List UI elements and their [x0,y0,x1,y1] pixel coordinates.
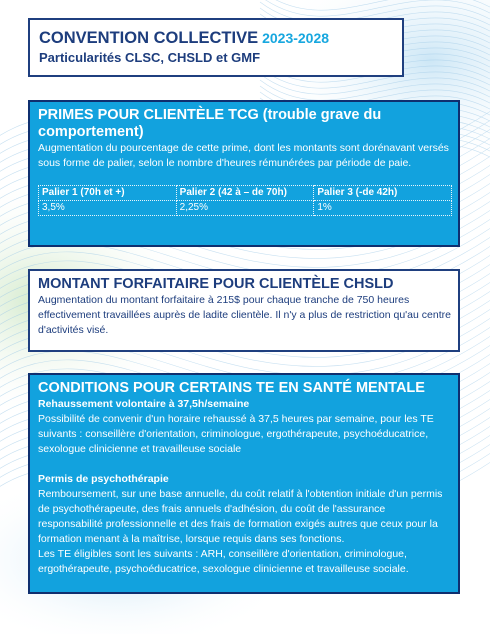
section-title: CONDITIONS POUR CERTAINS TE EN SANTÉ MENTALE [38,380,425,396]
table-header-cell: Palier 3 (-de 42h) [314,186,452,201]
paliers-table [38,185,452,216]
subsection-text-permis: Remboursement, sur une base annuelle, du coût relatif à l'obtention initiale d'un permis de psychothérapeute, des frais annuels d'adhésion, du coût de l'assurance responsabilité professionnelle et des frais de formation exigés autres que ceux pour la formation menant à la maîtrise, lorsque requis dans ses fonctions. [38,488,443,545]
table-header-cell: Palier 2 (42 à – de 70h) [176,186,314,201]
section-forfaitaire-chsld [28,269,460,352]
subsection-title-rehaussement: Rehaussement volontaire à 37,5h/semaine [38,398,250,410]
title-year: 2023-2028 [262,30,330,46]
section-text: Augmentation du pourcentage de cette prime, dont les montants sont dorénavant versés sous forme de palier, selon le nombre d'heures rémunérées par période de paie. [38,142,449,169]
table-cell: 1% [314,201,452,216]
table-row [39,201,452,216]
document-title [39,28,394,48]
table-header-cell: Palier 1 (70h et +) [39,186,177,201]
table-header-row [39,186,452,201]
section-sante-mentale [28,373,460,594]
subsection-text-rehaussement: Possibilité de convenir d'un horaire rehaussé à 37,5 heures par semaine, pour les TE suivants : conseillère d'orientation, criminologue, ergothérapeute, psychoéducatrice, sexologue clinicienne et travailleuse sociale [38,413,434,455]
subsection-title-permis: Permis de psychothérapie [38,473,169,485]
section-title: PRIMES POUR CLIENTÈLE TCG (trouble grave du comportement) [38,107,382,140]
subsection-text-eligibles: Les TE éligibles sont les suivants : ARH, conseillère d'orientation, criminologue, ergothérapeute, psychoéducatrice, sexologue clinicienne et travailleuse sociale. [38,548,409,575]
title-text: CONVENTION COLLECTIVE [39,29,259,47]
document-header [28,18,404,77]
section-title: MONTANT FORFAITAIRE POUR CLIENTÈLE CHSLD [38,276,394,292]
document-subtitle: Particularités CLSC, CHSLD et GMF [39,50,261,65]
table-cell: 2,25% [176,201,314,216]
section-text: Augmentation du montant forfaitaire à 215$ pour chaque tranche de 750 heures effectivement travaillées auprès de ladite clientèle. Il n'y a plus de restriction qu'au centre d'activités visé. [38,294,451,336]
table-cell: 3,5% [39,201,177,216]
section-primes-tcg [28,100,460,247]
